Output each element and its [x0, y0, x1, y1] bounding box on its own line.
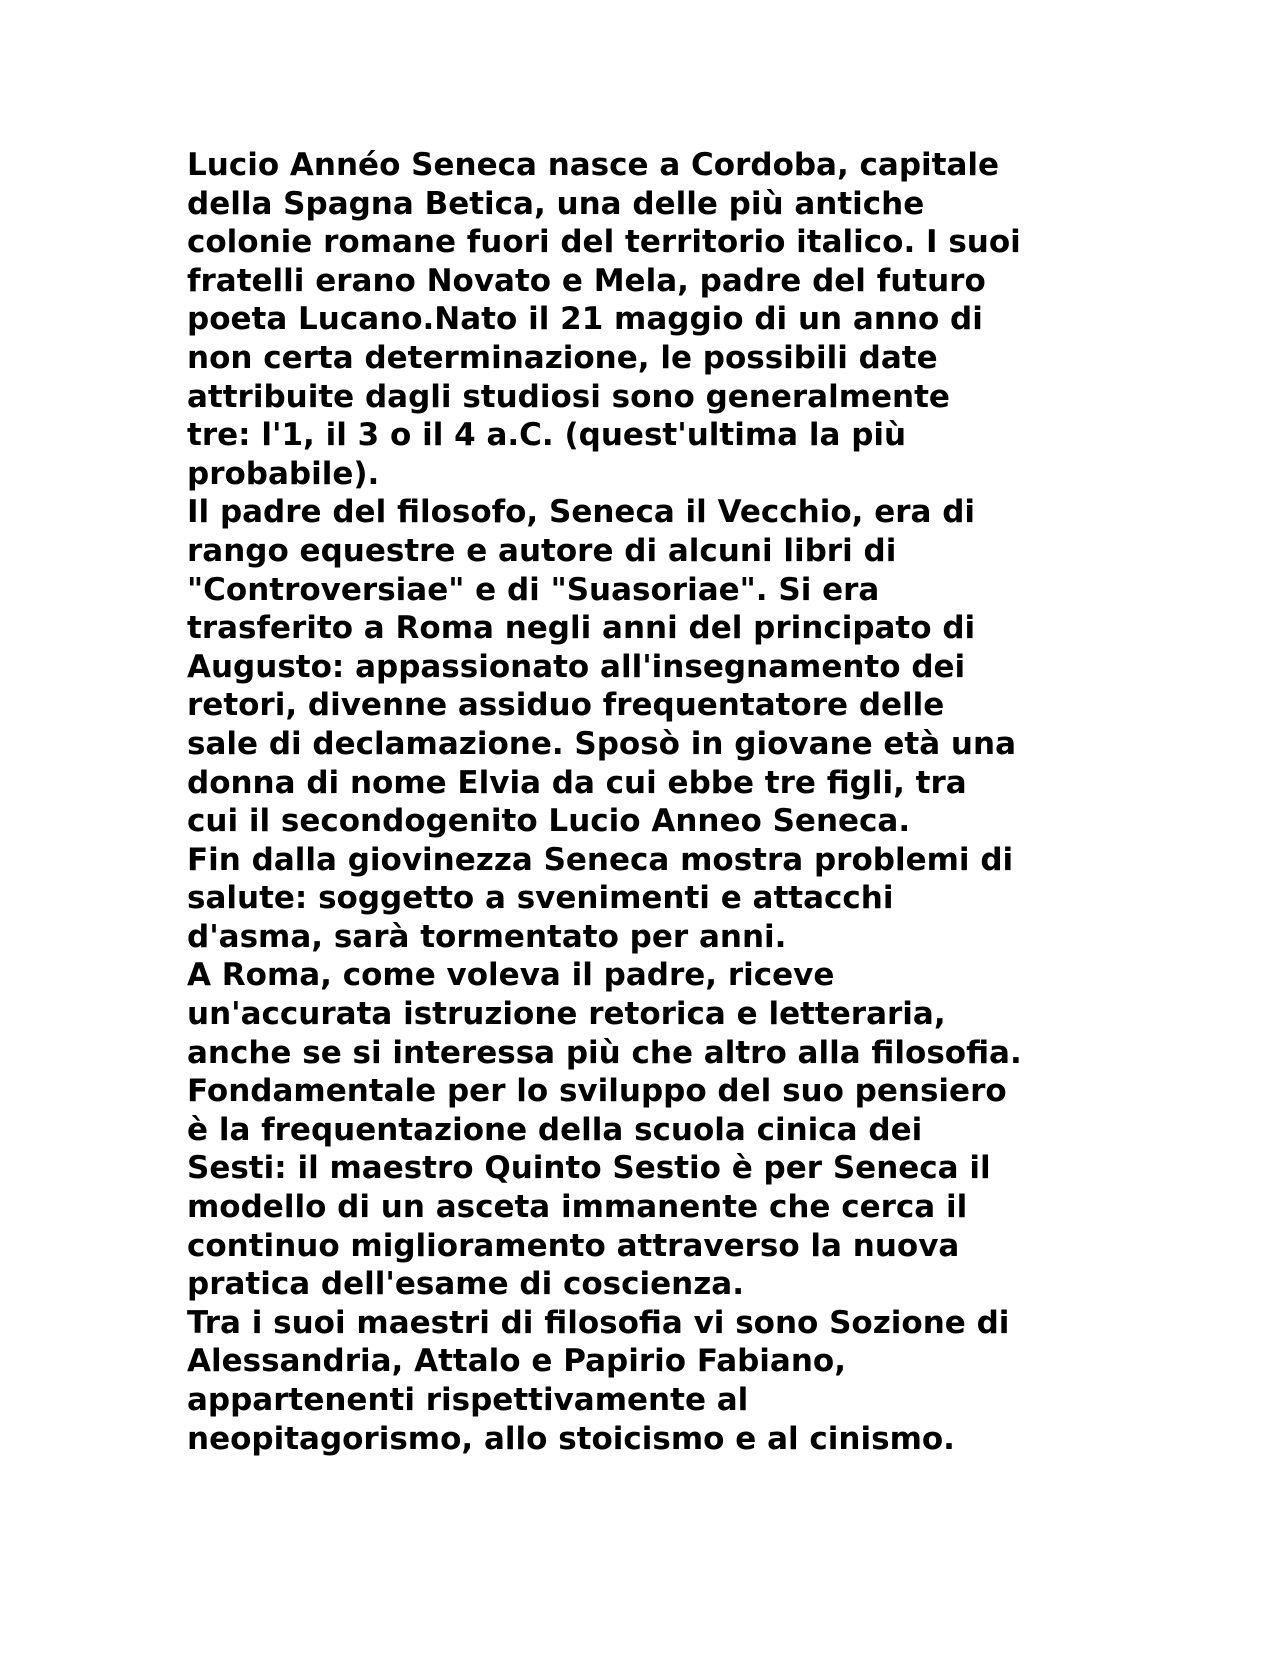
text-line: cui il secondogenito Lucio Anneo Seneca.	[187, 803, 911, 840]
text-line: salute: soggetto a svenimenti e attacchi	[187, 880, 894, 917]
text-line: appartenenti rispettivamente al	[187, 1382, 749, 1418]
text-line: Tra i suoi maestri di filosofia vi sono Sozione di	[187, 1304, 1010, 1341]
text-line: continuo miglioramento attraverso la nuova	[187, 1227, 960, 1264]
text-line: d'asma, sarà tormentato per anni.	[187, 918, 787, 955]
text-line: donna di nome Elvia da cui ebbe tre figli, tra	[187, 764, 967, 801]
text-line: retori, divenne assiduo frequentatore delle	[187, 687, 945, 724]
text-line: A Roma, come voleva il padre, riceve	[187, 957, 835, 994]
text-line: probabile).	[187, 455, 380, 492]
text-line: non certa determinazione, le possibili date	[187, 339, 938, 376]
text-line: Sesti: il maestro Quinto Sestio è per Seneca il	[187, 1150, 991, 1187]
text-line: tre: l'1, il 3 o il 4 a.C. (quest'ultima la più	[187, 417, 907, 454]
text-line: Fin dalla giovinezza Seneca mostra problemi di	[187, 841, 1014, 878]
text-line: pratica dell'esame di coscienza.	[187, 1266, 744, 1303]
text-line: è la frequentazione della scuola cinica dei	[187, 1111, 923, 1148]
text-line: anche se si interessa più che altro alla filosofia.	[187, 1034, 1022, 1071]
text-line: sale di declamazione. Sposò in giovane età una	[187, 725, 1016, 762]
text-line: fratelli erano Novato e Mela, padre del futuro	[187, 262, 986, 299]
text-line: Fondamentale per lo sviluppo del suo pensiero	[187, 1073, 1007, 1110]
text-line: "Controversiae" e di "Suasoriae". Si era	[187, 571, 880, 608]
text-line: colonie romane fuori del territorio italico. I suoi	[187, 224, 1021, 261]
text-line: poeta Lucano.Nato il 21 maggio di un anno di	[187, 301, 983, 338]
text-line: un'accurata istruzione retorica e letteraria,	[187, 996, 946, 1033]
text-line: modello di un asceta immanente che cerca il	[187, 1189, 968, 1226]
text-line: Il padre del filosofo, Seneca il Vecchio, era di	[187, 494, 976, 531]
text-line: Augusto: appassionato all'insegnamento dei	[187, 648, 966, 685]
text-line: rango equestre e autore di alcuni libri di	[187, 532, 897, 569]
document-body-text	[187, 146, 1097, 1458]
text-line: neopitagorismo, allo stoicismo e al cinismo.	[187, 1420, 955, 1457]
text-line: Alessandria, Attalo e Papirio Fabiano,	[187, 1343, 846, 1380]
text-line: trasferito a Roma negli anni del principato di	[187, 610, 976, 647]
text-line: attribuite dagli studiosi sono generalmente	[187, 378, 950, 415]
text-line: della Spagna Betica, una delle più antiche	[187, 185, 925, 222]
text-line: Lucio Annéo Seneca nasce a Cordoba, capitale	[187, 147, 1000, 183]
